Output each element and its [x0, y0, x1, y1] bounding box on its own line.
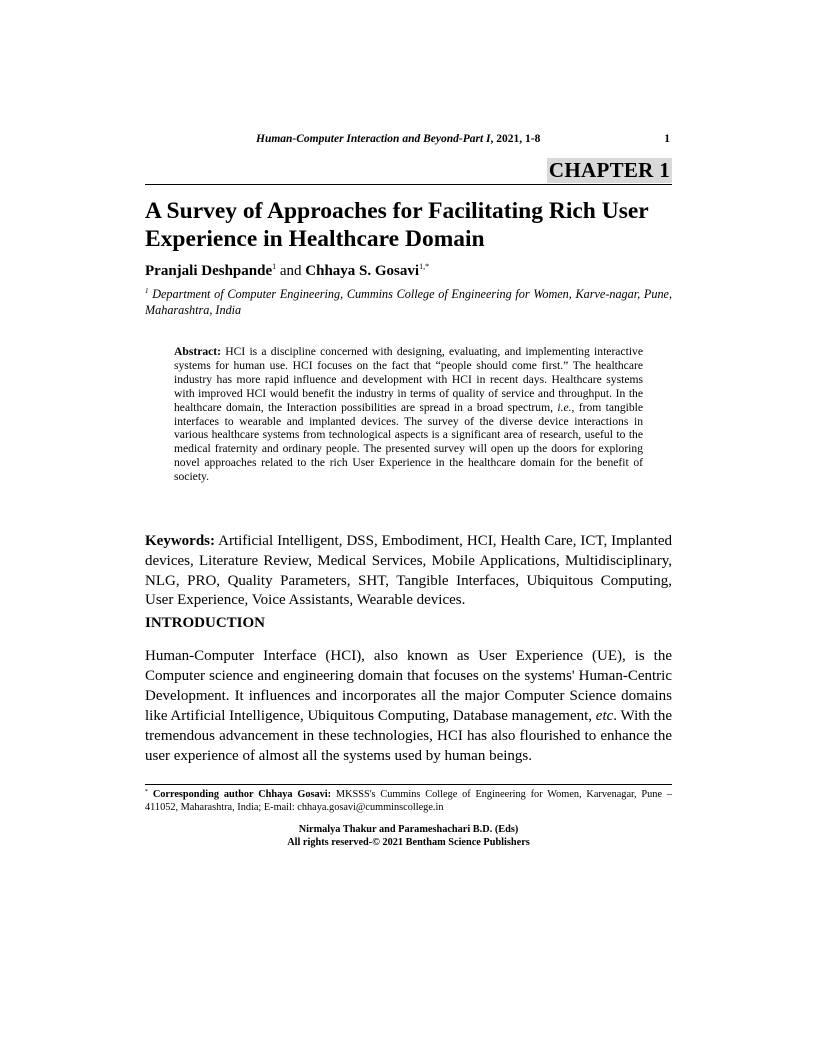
author-1-affiliation-mark: 1 [272, 262, 277, 271]
chapter-label: CHAPTER 1 [548, 158, 670, 182]
paper-title: A Survey of Approaches for Facilitating Rich User Experience in Healthcare Domain [145, 198, 649, 252]
abstract-label: Abstract: [174, 345, 222, 358]
journal-citation [256, 133, 540, 145]
author-1: Pranjali Deshpande [145, 263, 273, 279]
introduction-paragraph [145, 647, 672, 766]
abstract-text-part-2: , from tangible interfaces to wearable and implanted devices. The survey of the diverse device interactions in various healthcare systems from technological aspects is a significant area of research, useful to the medical fraternity and ordinary people. The presented survey will open up the doors for exploring novel approaches related to the rich User Experience in the healthcare domain for the benefit of society. [174, 400, 644, 484]
paper-page [145, 0, 672, 1056]
publisher-block [145, 823, 672, 849]
author-2: Chhaya S. Gosavi [305, 263, 420, 279]
introduction-text-part-2: . With the tremendous advancement in these technologies, HCI has also flourished to enhance the user experience of almost all the systems used by human beings. [145, 707, 672, 764]
abstract [174, 345, 643, 484]
footnote-label: Corresponding author Chhaya Gosavi: [148, 789, 332, 800]
author-line [145, 262, 672, 280]
page-number: 1 [664, 133, 670, 145]
keywords [145, 532, 672, 611]
abstract-ie: i.e. [557, 400, 572, 414]
corresponding-author-footnote [145, 788, 672, 814]
abstract-text-part-1: HCI is a discipline concerned with designing, evaluating, and implementing interactive systems for human use. HCI focuses on the fact that “people should come first.” The healthcare industry has more rapid influence and development with HCI in recent days. Healthcare systems with improved HCI would benefit the industry in terms of quality of service and throughput. In the healthcare domain, the Interaction possibilities are spread in a broad spectrum, [174, 345, 643, 414]
editors-line: Nirmalya Thakur and Parameshachari B.D. (Eds) [298, 824, 519, 835]
chapter-header [145, 158, 672, 185]
introduction-heading: INTRODUCTION [145, 615, 266, 631]
rights-line: All rights reserved-© 2021 Bentham Science Publishers [287, 837, 530, 848]
author-connector: and [276, 263, 306, 279]
journal-title: Human-Computer Interaction and Beyond-Part I [256, 133, 491, 145]
footnote-text: MKSSS's Cummins College of Engineering for Women, Karvenagar, Pune – 411052, Maharashtra, India; E-mail: chhaya.gosavi@cumminscollege.in [145, 789, 672, 813]
affiliation-text: Department of Computer Engineering, Cummins College of Engineering for Women, Karve-nagar, Pune, Maharashtra, India [145, 287, 672, 317]
keywords-label: Keywords: [145, 533, 215, 549]
affiliation-mark: 1 [145, 287, 149, 295]
footnote-divider [145, 784, 672, 785]
introduction-text-part-1: Human-Computer Interface (HCI), also known as User Experience (UE), is the Computer science and engineering domain that focuses on the systems' Human-Centric Development. It influences and incorporates all the major Computer Science domains like Artificial Intelligence, Ubiquitous Computing, Database management, [145, 648, 672, 724]
affiliation [145, 286, 672, 318]
keywords-text: Artificial Intelligent, DSS, Embodiment, HCI, Health Care, ICT, Implanted devices, Literature Review, Medical Services, Mobile Applications, Multidisciplinary, NLG, PRO, Quality Parameters, SHT, Tangible Interfaces, Ubiquitous Computing, User Experience, Voice Assistants, Wearable devices. [145, 533, 672, 609]
introduction-etc: etc [595, 707, 614, 724]
journal-year-pages: , 2021, 1-8 [490, 133, 541, 145]
footnote-mark: * [145, 789, 148, 795]
author-2-affiliation-mark: 1,* [419, 262, 430, 271]
